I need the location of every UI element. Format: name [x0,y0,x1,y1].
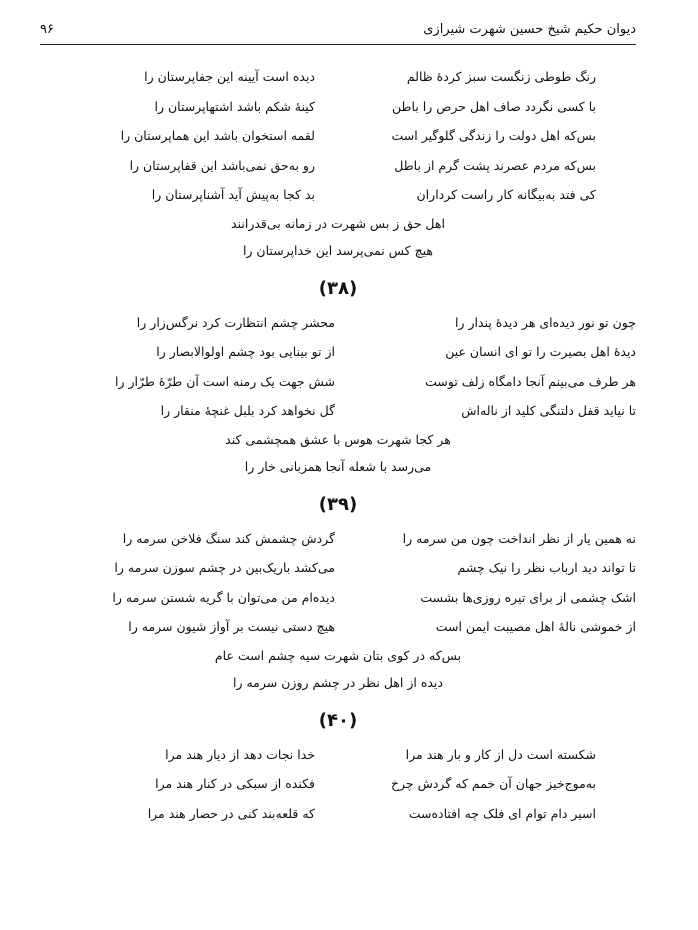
hemistich: نه همین یار از نظر انداخت چون من سرمه را [402,530,636,546]
couplet [40,612,636,642]
hemistich: از تو بینایی بود چشم اولوالابصار را [156,344,335,360]
hemistich: محشر چشم انتظارت کرد نرگس‌زار را [136,314,335,330]
hemistich: با کسی نگردد صاف اهل حرص را باطن [392,98,596,114]
hemistich: هیچ دستی نیست بر آواز شیون سرمه را [128,619,335,635]
ghazal-number: (۳۸) [318,277,358,299]
hemistich: فکنده از سبکی در کنار هند مرا [155,776,315,792]
hemistich: لقمه استخوان باشد این هماپرستان را [120,128,315,144]
hemistich: دیدهٔ اهل بصیرت را تو ای انسان عین [445,344,636,360]
poem-section [40,698,636,829]
hemistich: خدا نجات دهد از دیار هند مرا [165,746,315,762]
couplet [40,62,636,92]
poem-section [40,266,636,480]
hemistich: که قلعه‌بند کنی در حصار هند مرا [147,805,315,821]
hemistich: بس‌که مردم عصرند پشت گرم از باطل [394,157,596,173]
poem-section [40,482,636,696]
couplet [40,151,636,181]
ghazal-number: (۳۹) [318,493,358,515]
hemistich: اسیر دام توام ای فلک چه افتاده‌ست [408,805,596,821]
closing-verse: دیده از اهل نظر در چشم روزن سرمه را [233,674,443,690]
book-title: دیوان حکیم شیخ حسین شهرت شیرازی [423,22,636,37]
couplet [40,740,636,770]
page-content [40,62,636,830]
hemistich: از خموشی نالهٔ اهل مصیبت ایمن است [435,619,636,635]
hemistich: چون تو نور دیده‌ای هر دیدهٔ پندار را [455,314,636,330]
couplet [40,553,636,583]
closing-verse: هیچ کس نمی‌پرسد این خداپرستان را [242,242,434,258]
hemistich: کی فتد به‌بیگانه کار راست کرداران [416,187,596,203]
hemistich: تا تواند دید ارباب نظر را نیک چشم [457,560,636,576]
hemistich: بس‌که اهل دولت را زندگی گلوگیر است [391,128,596,144]
page-number: ۹۶ [40,22,54,37]
couplet [40,337,636,367]
hemistich: گردش چشمش کند سنگ فلاخن سرمه را [122,530,335,546]
hemistich: گل نخواهد کرد بلبل غنچهٔ منقار را [160,403,335,419]
couplet [40,396,636,426]
hemistich: اشک چشمی از برای تیره روزی‌ها بشست [420,589,636,605]
couplet [40,180,636,210]
hemistich: بد کجا به‌پیش آید آشناپرستان را [151,187,315,203]
closing-verse: اهل حق ز بس شهرت در زمانه بی‌قدرانند [231,215,445,231]
hemistich: هر طرف می‌بینم آنجا دامگاه زلف توست [425,373,636,389]
closing-verse: می‌رسد با شعله آنجا همزبانی خار را [244,458,432,474]
hemistich: کینهٔ شکم باشد اشتهاپرستان را [154,98,315,114]
hemistich: به‌موج‌خیز جهان آن خمم که گردش چرخ [390,776,596,792]
couplet [40,524,636,554]
page-header [40,22,636,45]
hemistich: رو به‌حق نمی‌باشد این قفاپرستان را [129,157,315,173]
couplet [40,92,636,122]
poem-section [40,62,636,264]
hemistich: تا نیاید قفل دلتنگی کلید از ناله‌اش [461,403,636,419]
hemistich: شکسته است دل از کار و بار هند مرا [405,746,596,762]
couplet [40,583,636,613]
couplet [40,769,636,799]
couplet [40,799,636,829]
couplet [40,308,636,338]
couplet [40,121,636,151]
hemistich: دیده است آیینه این جفاپرستان را [144,69,315,85]
ghazal-number: (۴۰) [318,709,358,731]
hemistich: شش جهت یک رمنه است آن طرّهٔ طرّار را [115,373,335,389]
hemistich: می‌کشد باریک‌بین در چشم سوزن سرمه را [114,560,335,576]
hemistich: رنگ طوطی زنگست سبز کردهٔ ظالم [406,69,596,85]
couplet [40,367,636,397]
hemistich: دیده‌ام من می‌توان با گریه شستن سرمه را [112,589,335,605]
closing-verse: بس‌که در کوی بتان شهرت سیه چشم است عام [214,647,462,663]
closing-verse: هر کجا شهرت هوس با عشق همچشمی کند [225,431,451,447]
